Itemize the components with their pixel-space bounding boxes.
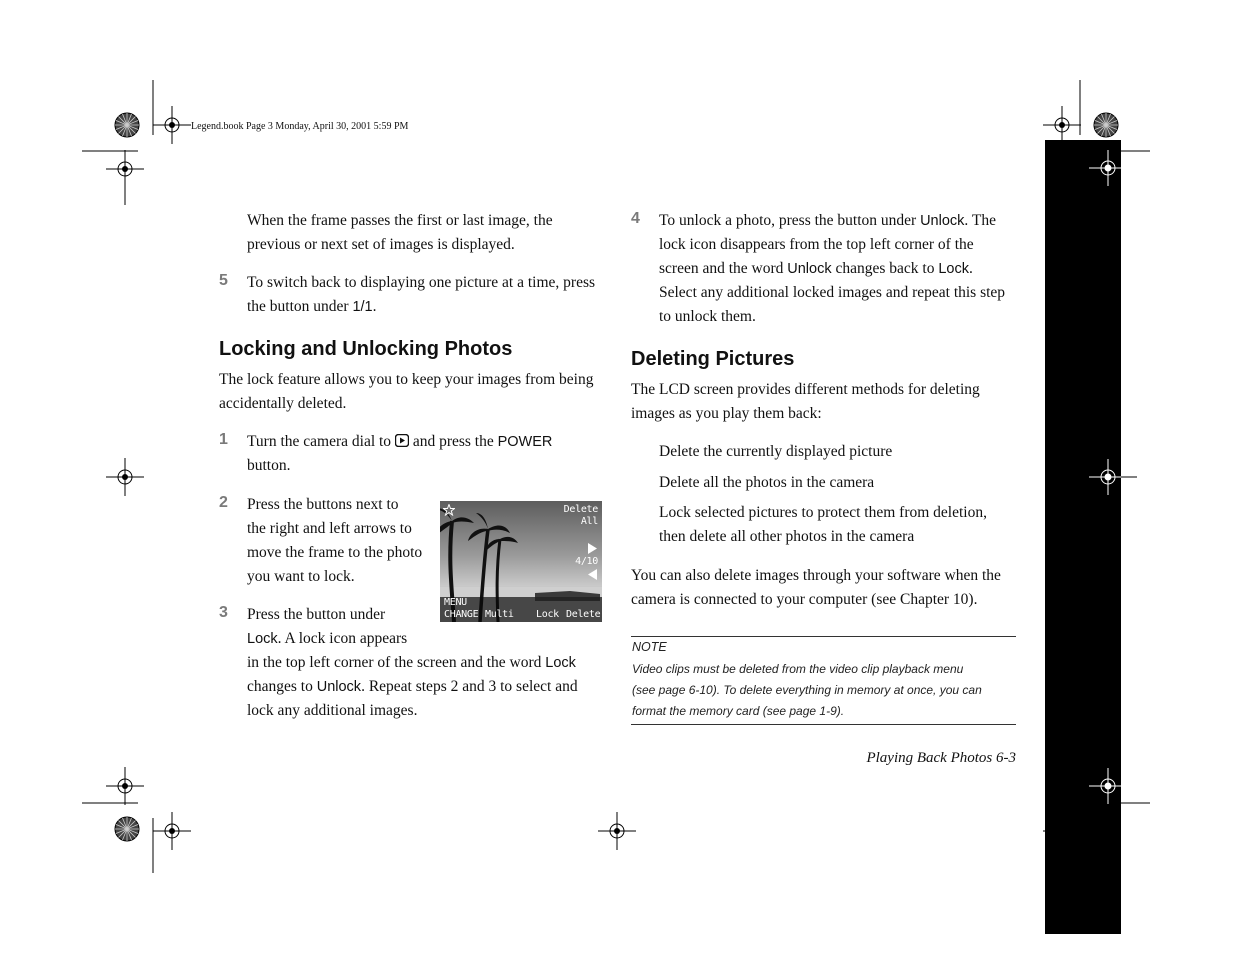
step-number: 4 [631, 210, 640, 227]
note-body: Video clips must be deleted from the video clip playback menu (see page 6-10). To delete everything in memory at once, you can format the memory card (see page 1-9). [632, 662, 982, 718]
step-number: 3 [219, 604, 228, 621]
starburst-mark [1094, 113, 1118, 137]
delete-all-softkey: Delete All [563, 504, 598, 527]
delete-method-3: Lock selected pictures to protect them from deletion, then delete all other photos in the camera [659, 504, 987, 545]
note-top-rule [631, 636, 1016, 637]
step-5-text: To switch back to displaying one picture at a time, press the button under 1/1. [247, 274, 596, 315]
ui-label-unlock: Unlock [316, 679, 362, 695]
deleting-description: The LCD screen provides different methods for deleting images as you play them back: [631, 381, 980, 422]
crosshair-mark [598, 812, 636, 850]
step-number: 1 [219, 431, 228, 448]
file-info-header: Legend.book Page 3 Monday, April 30, 2001 5:59 PM [191, 121, 409, 132]
section-heading-locking: Locking and Unlocking Photos [219, 338, 513, 360]
note-label: NOTE [632, 640, 667, 654]
ui-label-1-1: 1/1 [352, 299, 373, 315]
locking-description: The lock feature allows you to keep your images from being accidentally deleted. [219, 371, 594, 412]
ui-label-unlock: Unlock [787, 261, 832, 277]
starburst-mark [115, 113, 139, 137]
delete-softkey: Delete [566, 609, 601, 620]
right-arrow-icon [588, 543, 597, 554]
playback-icon [395, 434, 409, 447]
delete-method-2: Delete all the photos in the camera [659, 474, 875, 491]
section-heading-deleting: Deleting Pictures [631, 348, 795, 370]
ui-label-lock: Lock [938, 261, 969, 277]
left-arrow-icon [588, 569, 597, 580]
crosshair-mark [106, 458, 144, 496]
ui-label-lock: Lock [247, 631, 278, 647]
note-bottom-rule [631, 724, 1016, 725]
delete-method-1: Delete the currently displayed picture [659, 443, 893, 460]
ui-label-unlock: Unlock [920, 213, 965, 229]
intro-paragraph: When the frame passes the first or last image, the previous or next set of images is displayed. [247, 212, 553, 253]
step-number: 5 [219, 272, 228, 289]
change-softkey: CHANGE [444, 609, 479, 620]
menu-label: MENU [444, 597, 467, 608]
crosshair-mark [106, 767, 144, 805]
lock-softkey: Lock [536, 609, 559, 620]
crosshair-mark [153, 106, 191, 144]
crosshair-mark [153, 812, 191, 850]
ui-label-lock: Lock [545, 655, 576, 671]
step-4-text: To unlock a photo, press the button under Unlock. The lock icon disappears from the top left corner of the screen and the word Unlock changes back to Lock. Select any additional locked images and repeat this step to unlock them. [659, 212, 1006, 325]
ui-label-power: POWER [497, 434, 553, 450]
star-icon [443, 504, 455, 516]
step-1-text: Turn the camera dial to and press the POWER button. [247, 433, 553, 474]
image-counter: 4/10 [575, 556, 598, 567]
software-paragraph: You can also delete images through your software when the camera is connected to your computer (see Chapter 10). [631, 567, 1001, 608]
page-footer: Playing Back Photos 6-3 [866, 750, 1016, 766]
multi-softkey: Multi [485, 609, 514, 620]
crosshair-mark [1043, 106, 1081, 144]
side-tab-marks [1045, 140, 1155, 934]
step-2-text: Press the buttons next to the right and left arrows to move the frame to the photo you want to lock. [247, 496, 423, 585]
step-number: 2 [219, 494, 228, 511]
starburst-mark [115, 817, 139, 841]
step-3-text: Press the button under Lock. A lock icon appears in the top left corner of the screen and the word Lock changes to Unlock. Repeat steps 2 and 3 to select and lock any additional images. [247, 606, 578, 719]
